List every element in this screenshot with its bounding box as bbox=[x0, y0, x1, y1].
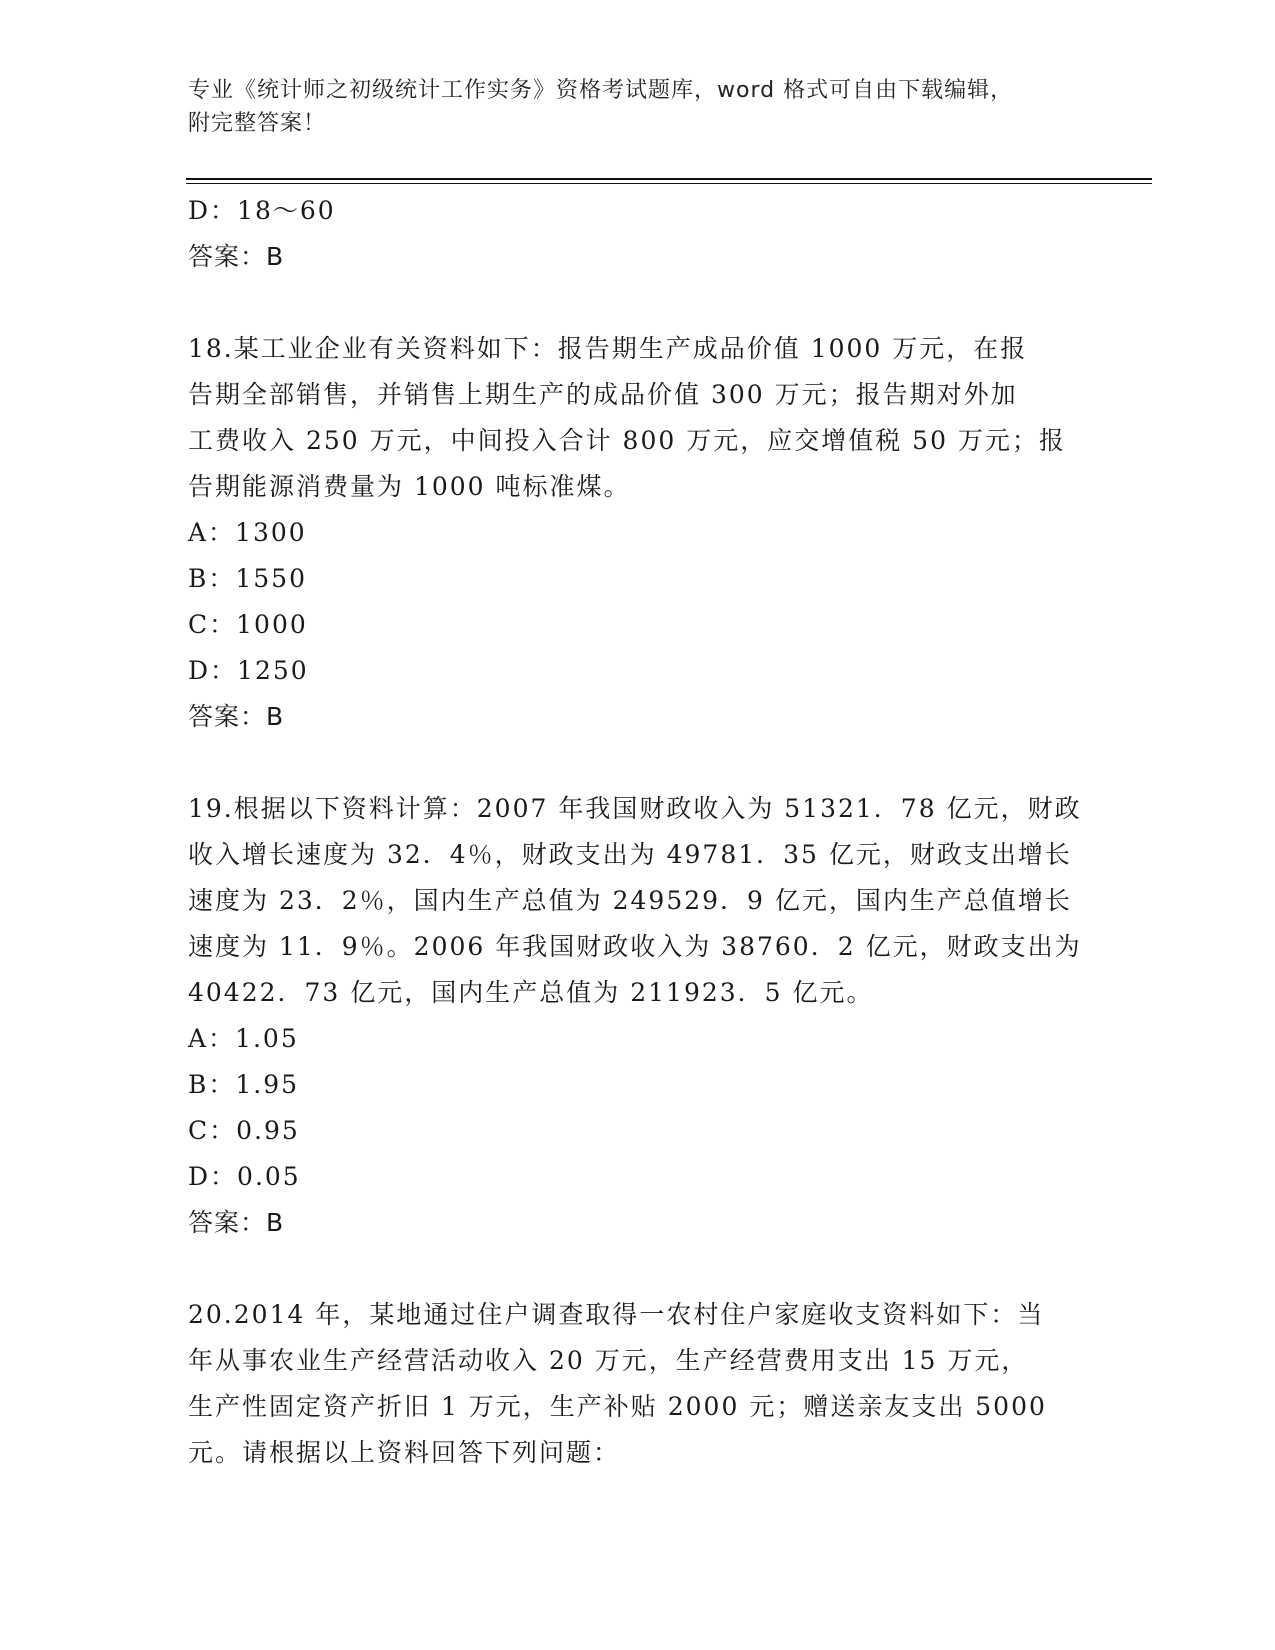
q20-text-line: 20.2014 年，某地通过住户调查取得一农村住户家庭收支资料如下：当 bbox=[188, 1300, 1045, 1329]
q18-option-c: C：1000 bbox=[188, 610, 308, 639]
header-line-1: 专业《统计师之初级统计工作实务》资格考试题库，word 格式可自由下载编辑， bbox=[188, 78, 1014, 103]
q20-text-line: 生产性固定资产折旧 1 万元，生产补贴 2000 元；赠送亲友支出 5000 bbox=[188, 1392, 1047, 1421]
q19-answer: 答案：B bbox=[188, 1208, 285, 1237]
spacer bbox=[188, 280, 1088, 326]
q20-text-line: 年从事农业生产经营活动收入 20 万元，生产经营费用支出 15 万元， bbox=[188, 1346, 1029, 1375]
q19-text-line: 40422．73 亿元，国内生产总值为 211923．5 亿元。 bbox=[188, 978, 874, 1007]
q19-option-c: C：0.95 bbox=[188, 1116, 300, 1145]
q17-option-d: D：18～60 bbox=[188, 196, 336, 225]
q17-answer: 答案：B bbox=[188, 242, 285, 271]
q19-text-line: 速度为 23．2％，国内生产总值为 249529．9 亿元，国内生产总值增长 bbox=[188, 886, 1072, 915]
page-header bbox=[188, 74, 1088, 140]
q19-option-b: B：1.95 bbox=[188, 1070, 300, 1099]
q19-text-line: 19.根据以下资料计算：2007 年我国财政收入为 51321．78 亿元，财政 bbox=[188, 794, 1082, 823]
header-rule-thin bbox=[186, 183, 1152, 184]
question-19 bbox=[188, 786, 1088, 1246]
q19-text-line: 收入增长速度为 32．4％，财政支出为 49781．35 亿元，财政支出增长 bbox=[188, 840, 1072, 869]
q18-answer: 答案：B bbox=[188, 702, 285, 731]
q18-option-b: B：1550 bbox=[188, 564, 307, 593]
q19-text-line: 速度为 11．9％。2006 年我国财政收入为 38760．2 亿元，财政支出为 bbox=[188, 932, 1082, 961]
q18-text-line: 18.某工业企业有关资料如下：报告期生产成品价值 1000 万元，在报 bbox=[188, 334, 1028, 363]
q18-option-a: A：1300 bbox=[188, 518, 307, 547]
q19-option-d: D：0.05 bbox=[188, 1162, 301, 1191]
question-content bbox=[188, 188, 1088, 1476]
q20-text-line: 元。请根据以上资料回答下列问题： bbox=[188, 1438, 621, 1467]
q18-text-line: 工费收入 250 万元，中间投入合计 800 万元，应交增值税 50 万元；报 bbox=[188, 426, 1066, 455]
q19-option-a: A：1.05 bbox=[188, 1024, 299, 1053]
q18-text-line: 告期能源消费量为 1000 吨标准煤。 bbox=[188, 472, 631, 501]
spacer bbox=[188, 740, 1088, 786]
spacer bbox=[188, 1246, 1088, 1292]
header-rule-thick bbox=[186, 178, 1152, 180]
header-line-2: 附完整答案！ bbox=[188, 111, 327, 136]
question-20 bbox=[188, 1292, 1088, 1476]
q18-text-line: 告期全部销售，并销售上期生产的成品价值 300 万元；报告期对外加 bbox=[188, 380, 1018, 409]
q18-option-d: D：1250 bbox=[188, 656, 309, 685]
question-18 bbox=[188, 326, 1088, 740]
